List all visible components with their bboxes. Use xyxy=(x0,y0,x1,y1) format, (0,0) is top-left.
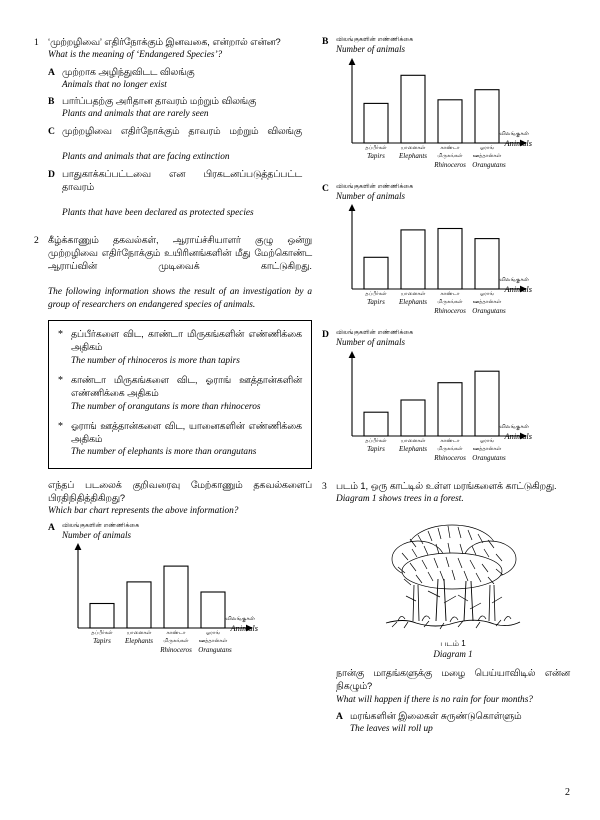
question-1-option-a[interactable] xyxy=(48,66,302,92)
chart-b-category-labels xyxy=(336,151,574,177)
svg-text:ஓராங்: ஓராங் xyxy=(205,630,221,637)
chart-xlabel-en: Animals xyxy=(504,431,532,441)
svg-text:தப்பீர்கள்: தப்பீர்கள் xyxy=(365,144,387,151)
left-column xyxy=(34,36,312,664)
chart-d-svg xyxy=(336,348,574,444)
question-3-number: 3 xyxy=(322,480,327,492)
chart-b-svg xyxy=(336,55,574,151)
svg-text:Elephants: Elephants xyxy=(399,298,427,306)
option-text-en: The leaves will roll up xyxy=(350,724,433,735)
info-bullet-en: The number of rhinoceros is more than tapirs xyxy=(71,355,240,366)
chart-xlabel-ta: விலங்குகள் xyxy=(499,277,529,283)
option-text-en: Animals that no longer exist xyxy=(62,79,167,90)
chart-xlabel-en: Animals xyxy=(230,624,258,634)
svg-text:மிருகங்கள்: மிருகங்கள் xyxy=(437,445,463,452)
svg-text:Orangutans: Orangutans xyxy=(198,646,232,655)
svg-text:யானைகள்: யானைகள் xyxy=(400,437,426,444)
option-letter: A xyxy=(48,521,55,533)
svg-text:Elephants: Elephants xyxy=(125,637,153,646)
svg-text:ஊத்தான்கள்: ஊத்தான்கள் xyxy=(472,445,502,452)
option-letter: A xyxy=(336,710,343,722)
info-bullet-ta: தப்பீர்களை விட, காண்டா மிருகங்களின் எண்ணிக்கை அதிகம் xyxy=(71,329,302,353)
bar-chart-option-c[interactable] xyxy=(322,183,570,324)
asterisk-icon: * xyxy=(58,375,63,387)
svg-text:மிருகங்கள்: மிருகங்கள் xyxy=(437,299,463,305)
chart-xlabel-ta: விலங்குகள் xyxy=(225,616,255,623)
asterisk-icon: * xyxy=(58,420,63,432)
question-1 xyxy=(34,36,302,220)
chart-ylabel-ta: விலங்குகளின் எண்ணிக்கை xyxy=(336,182,414,190)
chart-xlabel-en: Animals xyxy=(504,285,532,294)
option-text-ta: முற்றாக அழிந்துவிடட விலங்கு xyxy=(62,66,195,77)
option-letter: B xyxy=(48,96,55,108)
svg-text:Rhinoceros: Rhinoceros xyxy=(160,646,192,655)
svg-text:Rhinoceros: Rhinoceros xyxy=(434,307,466,315)
svg-text:Tapirs: Tapirs xyxy=(367,444,385,453)
information-box xyxy=(48,320,312,468)
forest-illustration xyxy=(378,509,528,637)
chart-ylabel-en: Number of animals xyxy=(336,337,406,347)
option-text-ta: பாதுகாக்கப்பட்டவை என பிரகடனப்படுத்தப்பட்ட தாவரம் xyxy=(62,168,302,192)
question-1-stem-ta: ‘முற்றழிவை’ எதிர்நோக்கும் இனவகை, என்றால் என்ன? xyxy=(48,37,281,47)
chart-xlabel-en: Animals xyxy=(504,138,532,148)
question-3-stem-ta: படம் 1, ஒரு காட்டில் உள்ள மரங்களைக் காட்டுகிறது. xyxy=(336,480,557,491)
svg-text:Orangutans: Orangutans xyxy=(472,453,506,462)
option-letter: B xyxy=(322,36,329,47)
chart-ylabel-ta: விலங்குகளின் எண்ணிக்கை xyxy=(336,329,414,336)
question-3 xyxy=(322,480,570,736)
chart-ylabel-ta: விலங்குகளின் எண்ணிக்கை xyxy=(62,521,140,529)
option-letter: C xyxy=(48,125,55,137)
question-3-option-a[interactable] xyxy=(336,710,570,736)
option-text-ta: முற்றழிவை எதிர்நோக்கும் தாவரம் மற்றும் விலங்கு xyxy=(62,125,302,136)
question-1-option-d[interactable] xyxy=(48,168,302,220)
svg-text:காண்டா: காண்டா xyxy=(440,437,460,444)
chart-a-category-labels xyxy=(62,636,312,664)
info-bullet-2 xyxy=(58,374,302,413)
svg-text:Tapirs: Tapirs xyxy=(367,151,385,160)
info-bullet-1 xyxy=(58,328,302,367)
svg-text:Tapirs: Tapirs xyxy=(367,298,385,306)
svg-text:காண்டா: காண்டா xyxy=(166,630,186,637)
info-bullet-ta: ஓராங் ஊத்தான்களை விட, யானைகளின் எண்ணிக்கை அதிகம் xyxy=(71,420,302,445)
svg-text:தப்பீர்கள்: தப்பீர்கள் xyxy=(91,630,113,637)
option-letter: D xyxy=(48,168,55,180)
info-bullet-en: The number of orangutans is more than rhinoceros xyxy=(71,401,261,412)
svg-text:யானைகள்: யானைகள் xyxy=(126,630,152,637)
question-2-followup-ta: எந்தப் படலைக் குறிவரைவு மேற்காணும் தகவல்களைப் பிரதிநிதித்திகிறது? xyxy=(48,479,312,503)
question-2 xyxy=(34,234,312,664)
chart-d-category-labels xyxy=(336,444,574,470)
chart-c-category-labels xyxy=(336,297,574,323)
svg-text:Tapirs: Tapirs xyxy=(93,637,111,646)
question-1-option-c[interactable] xyxy=(48,125,302,164)
option-text-en: Plants and animals that are facing extinction xyxy=(62,152,230,163)
svg-text:ஊத்தான்கள்: ஊத்தான்கள் xyxy=(472,299,502,305)
chart-ylabel-ta: விலங்குகளின் எண்ணிக்கை xyxy=(336,36,414,43)
option-text-ta: மரங்களின் இலைகள் சுருண்டுகொள்ளும் xyxy=(350,710,522,721)
question-2-followup-en: Which bar chart represents the above information? xyxy=(48,506,239,517)
option-letter: D xyxy=(322,329,329,340)
info-bullet-3 xyxy=(58,420,302,459)
chart-ylabel-en: Number of animals xyxy=(336,190,406,201)
svg-text:மிருகங்கள்: மிருகங்கள் xyxy=(163,638,189,645)
figure-caption-en: Diagram 1 xyxy=(433,649,473,660)
svg-text:மிருகங்கள்: மிருகங்கள் xyxy=(437,152,463,159)
right-column xyxy=(322,36,570,736)
question-1-number: 1 xyxy=(34,37,39,48)
svg-text:யானைகள்: யானைகள் xyxy=(400,144,426,151)
svg-text:தப்பீர்கள்: தப்பீர்கள் xyxy=(365,291,387,297)
figure-caption-ta: படம் 1 xyxy=(440,639,466,649)
svg-text:ஓராங்: ஓராங் xyxy=(479,144,495,151)
chart-ylabel-en: Number of animals xyxy=(336,44,406,54)
option-text-ta: பார்ப்பதற்கு அரிதான தாவரம் மற்றும் விலங்கு xyxy=(62,96,257,107)
svg-text:Elephants: Elephants xyxy=(399,151,427,160)
question-1-stem-en: What is the meaning of ‘Endangered Species’? xyxy=(48,50,223,61)
question-3-stem-en: Diagram 1 shows trees in a forest. xyxy=(336,493,464,504)
question-2-stem-en: The following information shows the result of an investigation by a group of researchers on endangered species of animals. xyxy=(48,287,312,310)
info-bullet-en: The number of elephants is more than orangutans xyxy=(71,447,257,458)
info-bullet-ta: காண்டா மிருகங்களை விட, ஓராங் ஊத்தான்களின் எண்ணிக்கை அதிகம் xyxy=(71,375,302,399)
option-letter: C xyxy=(322,182,329,194)
option-text-en: Plants and animals that are rarely seen xyxy=(62,109,209,120)
chart-xlabel-ta: விலங்குகள் xyxy=(499,130,529,137)
chart-c-svg xyxy=(336,201,574,297)
svg-text:காண்டா: காண்டா xyxy=(440,291,460,297)
question-2-number: 2 xyxy=(34,234,39,246)
question-3-followup-ta: நான்கு மாதங்களுக்கு மழை பெய்யாவிடில் என்ன நிகழும்? xyxy=(336,668,570,692)
bar-chart-option-a[interactable] xyxy=(48,522,312,665)
svg-text:காண்டா: காண்டா xyxy=(440,144,460,151)
svg-text:ஓராங்: ஓராங் xyxy=(479,291,495,297)
svg-text:ஊத்தான்கள்: ஊத்தான்கள் xyxy=(198,638,228,645)
svg-text:Orangutans: Orangutans xyxy=(472,160,506,169)
svg-text:Rhinoceros: Rhinoceros xyxy=(434,160,466,169)
svg-text:ஊத்தான்கள்: ஊத்தான்கள் xyxy=(472,152,502,159)
question-3-followup-en: What will happen if there is no rain for four months? xyxy=(336,694,533,705)
svg-text:யானைகள்: யானைகள் xyxy=(400,291,426,297)
question-2-stem-ta: கீழ்க்காணும் தகவல்கள், ஆராய்ச்சியாளர் குழு ஒன்று முற்றழிவை எதிர்நோக்கும் உயிரினங்களின் மீது மேற்கொண்ட ஆராய்வின் முடிவைக் காட்டுகிறது. xyxy=(48,234,312,272)
option-text-en: Plants that have been declared as protected species xyxy=(62,208,254,219)
option-letter: A xyxy=(48,66,55,78)
svg-text:தப்பீர்கள்: தப்பீர்கள் xyxy=(365,437,387,444)
svg-text:Rhinoceros: Rhinoceros xyxy=(434,453,466,462)
asterisk-icon: * xyxy=(58,329,63,341)
chart-xlabel-ta: விலங்குகள் xyxy=(499,423,529,430)
bar-chart-option-b[interactable] xyxy=(322,36,570,177)
bar-chart-option-d[interactable] xyxy=(322,329,570,470)
svg-text:Orangutans: Orangutans xyxy=(472,307,506,315)
page-number: 2 xyxy=(565,787,570,798)
chart-a-svg xyxy=(62,540,312,636)
svg-text:Elephants: Elephants xyxy=(399,444,427,453)
question-1-option-b[interactable] xyxy=(48,95,302,121)
svg-text:ஓராங்: ஓராங் xyxy=(479,437,495,444)
chart-ylabel-en: Number of animals xyxy=(62,529,132,540)
